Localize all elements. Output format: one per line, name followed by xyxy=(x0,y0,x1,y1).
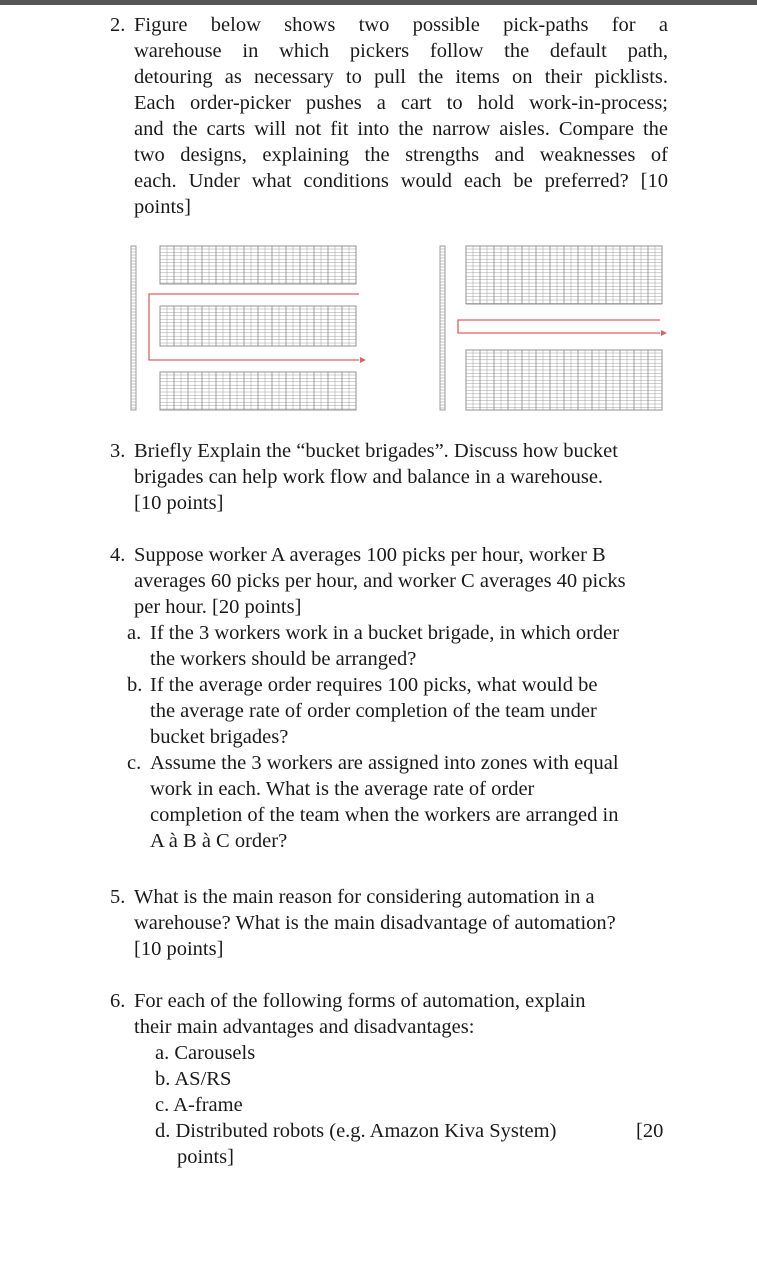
part-text-line: If the 3 workers work in a bucket brigade, in which order xyxy=(150,622,620,644)
question-text-line: Each order-picker pushes a cart to hold work-in-process; xyxy=(134,92,668,114)
warehouse-pick-path-figure xyxy=(0,0,757,420)
points-label-continued: points] xyxy=(177,1146,234,1168)
question-text-line: Briefly Explain the “bucket brigades”. Discuss how bucket xyxy=(134,440,618,462)
question-text-line: brigades can help work flow and balance in a warehouse. xyxy=(134,466,604,488)
pick-path-right xyxy=(458,320,660,333)
list-item xyxy=(155,1066,231,1092)
part-text-line: A à B à C order? xyxy=(150,830,288,852)
item-text: A-frame xyxy=(173,1094,243,1116)
question-text-line: [10 points] xyxy=(134,492,224,514)
side-rack xyxy=(440,246,445,410)
item-text: Carousels xyxy=(174,1042,256,1064)
question-text-line: points] xyxy=(134,196,191,218)
question-number: 4. xyxy=(110,544,126,566)
points-label: [20 xyxy=(636,1120,664,1142)
question-text-line: warehouse? What is the main disadvantage of automation? xyxy=(134,912,616,934)
question-text-line: averages 60 picks per hour, and worker C averages 40 picks xyxy=(134,570,626,592)
question-text-line: per hour. [20 points] xyxy=(134,596,302,618)
question-number: 3. xyxy=(110,440,126,462)
question-text-line: each. Under what conditions would each be preferred? [10 xyxy=(134,170,668,192)
part-label: b. xyxy=(127,674,143,696)
question-4c xyxy=(127,750,619,852)
part-text-line: the average rate of order completion of the team under xyxy=(150,700,597,722)
question-text-line: two designs, explaining the strengths and weaknesses of xyxy=(134,144,668,166)
list-item xyxy=(155,1118,556,1144)
question-text-line: detouring as necessary to pull the items on their picklists. xyxy=(134,66,668,88)
item-label: b. xyxy=(155,1068,171,1090)
list-item xyxy=(155,1040,255,1066)
question-text-line: and the carts will not fit into the narrow aisles. Compare the xyxy=(134,118,668,140)
question-text-line: warehouse in which pickers follow the default path, xyxy=(134,40,668,62)
side-rack xyxy=(131,246,136,410)
part-text-line: completion of the team when the workers are arranged in xyxy=(150,804,619,826)
item-label: a. xyxy=(155,1042,170,1064)
question-4a xyxy=(127,620,620,670)
list-item xyxy=(155,1092,243,1118)
question-number: 2. xyxy=(110,14,126,36)
part-text-line: Assume the 3 workers are assigned into zones with equal xyxy=(150,752,619,774)
pick-path-left xyxy=(149,294,359,360)
item-text: Distributed robots (e.g. Amazon Kiva System) xyxy=(175,1120,557,1142)
part-text-line: bucket brigades? xyxy=(150,726,289,748)
question-text-line: What is the main reason for considering automation in a xyxy=(134,886,595,908)
item-label: d. xyxy=(155,1120,171,1142)
arrow-head xyxy=(360,357,366,363)
item-text: AS/RS xyxy=(174,1068,232,1090)
part-text-line: If the average order requires 100 picks, what would be xyxy=(150,674,598,696)
question-text-line: their main advantages and disadvantages: xyxy=(134,1016,475,1038)
question-text-line: For each of the following forms of automation, explain xyxy=(134,990,586,1012)
question-text-line: Suppose worker A averages 100 picks per hour, worker B xyxy=(134,544,606,566)
part-label: c. xyxy=(127,752,142,774)
question-text-line: [10 points] xyxy=(134,938,224,960)
item-label: c. xyxy=(155,1094,170,1116)
part-text-line: work in each. What is the average rate of order xyxy=(150,778,535,800)
question-number: 5. xyxy=(110,886,126,908)
part-label: a. xyxy=(127,622,142,644)
question-number: 6. xyxy=(110,990,126,1012)
part-text-line: the workers should be arranged? xyxy=(150,648,417,670)
question-4b xyxy=(127,672,598,748)
question-text-line: Figure below shows two possible pick-paths for a xyxy=(134,14,668,36)
arrow-head xyxy=(661,330,667,336)
